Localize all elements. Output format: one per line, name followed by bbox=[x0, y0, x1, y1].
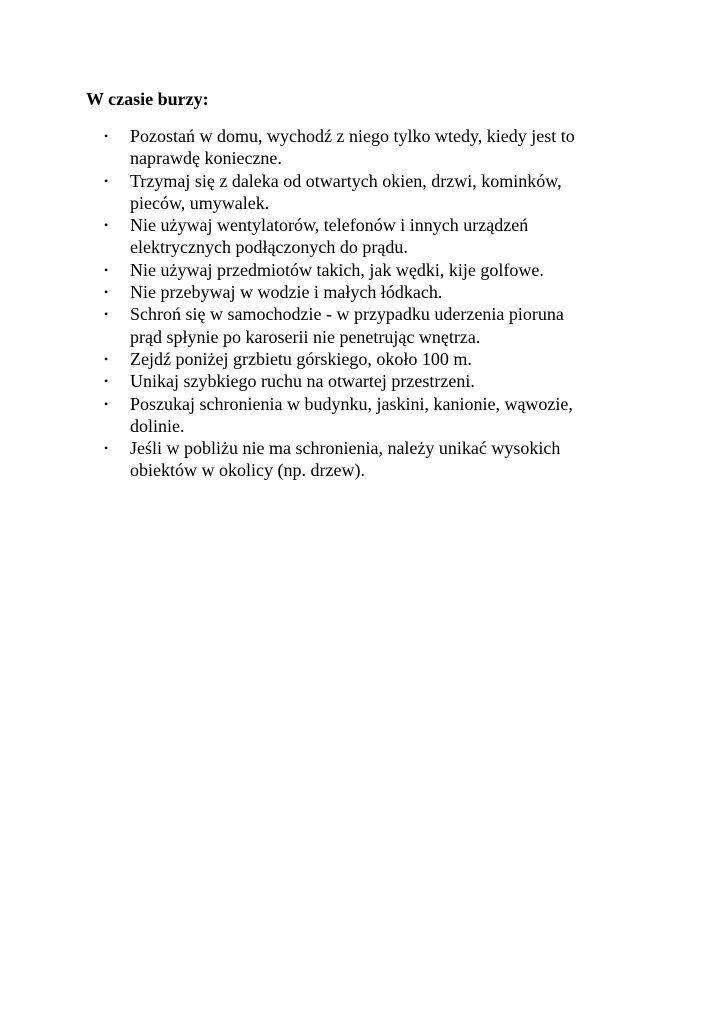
list-item bbox=[0, 214, 630, 259]
list-item bbox=[0, 170, 630, 215]
list-item-text-line: Nie używaj wentylatorów, telefonów i innych urządzeń bbox=[130, 215, 529, 236]
list-item-text-line: Nie używaj przedmiotów takich, jak wędki, kije golfowe. bbox=[130, 259, 544, 280]
list-item bbox=[0, 125, 630, 170]
bullet-icon: • bbox=[104, 262, 109, 277]
list-item-text-line: Unikaj szybkiego ruchu na otwartej przestrzeni. bbox=[130, 371, 475, 392]
list-item-text-line: Trzymaj się z daleka od otwartych okien, drzwi, kominków, bbox=[130, 170, 562, 191]
bullet-icon: • bbox=[104, 285, 109, 300]
list-item bbox=[0, 348, 630, 370]
list-item bbox=[0, 303, 630, 348]
list-item-text-line: elektrycznych podłączonych do prądu. bbox=[130, 237, 408, 258]
list-item-text-line: Nie przebywaj w wodzie i małych łódkach. bbox=[130, 282, 443, 303]
bullet-icon: • bbox=[104, 307, 109, 322]
list-item-text-line: prąd spłynie po karoserii nie penetrując wnętrza. bbox=[130, 326, 481, 347]
list-item bbox=[0, 370, 630, 392]
heading: W czasie burzy: bbox=[86, 89, 209, 109]
list-item-text-line: naprawdę konieczne. bbox=[130, 148, 282, 169]
list-item bbox=[0, 259, 630, 281]
bullet-icon: • bbox=[104, 351, 109, 366]
bullet-icon: • bbox=[104, 374, 109, 389]
list-item-text-line: Zejdź poniżej grzbietu górskiego, około 100 m. bbox=[130, 348, 472, 369]
list-item-text-line: Poszukaj schronienia w budynku, jaskini, kanionie, wąwozie, bbox=[130, 393, 573, 414]
list-item-text-line: Schroń się w samochodzie - w przypadku uderzenia pioruna bbox=[130, 304, 564, 325]
list-item-text-line: Jeśli w pobliżu nie ma schronienia, należy unikać wysokich bbox=[130, 438, 561, 459]
bullet-icon: • bbox=[104, 441, 109, 456]
list-item bbox=[0, 437, 630, 482]
bullet-list bbox=[0, 125, 725, 482]
list-item-text-line: dolinie. bbox=[130, 415, 185, 436]
bullet-icon: • bbox=[104, 129, 109, 143]
bullet-icon: • bbox=[104, 218, 109, 233]
list-item bbox=[0, 393, 630, 438]
list-item-text-line: obiektów w okolicy (np. drzew). bbox=[130, 460, 365, 481]
bullet-icon: • bbox=[104, 173, 109, 188]
bullet-icon: • bbox=[104, 396, 109, 411]
list-item-text-line: Pozostań w domu, wychodź z niego tylko wtedy, kiedy jest to bbox=[130, 126, 575, 146]
list-item bbox=[0, 281, 630, 303]
list-item-text-line: pieców, umywalek. bbox=[130, 192, 270, 213]
